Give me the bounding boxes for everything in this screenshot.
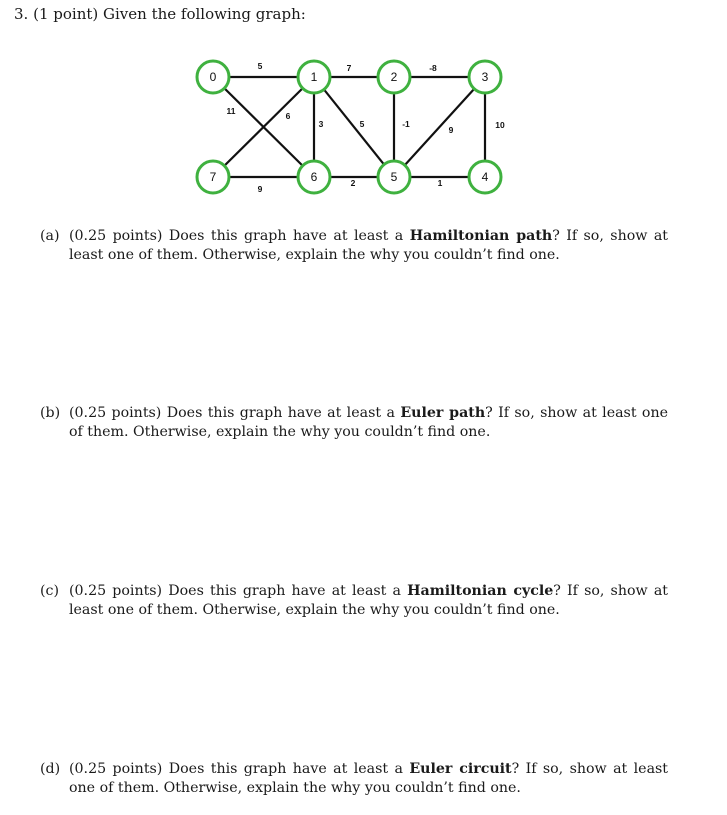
node-label: 6 [310, 170, 318, 184]
graph-node-1 [298, 61, 330, 93]
question-text-after: ? If so, show at least one of them. Otherwise, explain the why you couldn’t find one. [69, 228, 668, 263]
edge-weight-0-1: 5 [257, 61, 263, 71]
question-a [40, 227, 668, 265]
question-term: Euler circuit [409, 761, 512, 777]
question-text-after: ? If so, show at least one of them. Otherwise, explain the why you couldn’t find one. [69, 405, 669, 440]
question-points: (0.25 points) [69, 228, 163, 244]
question-body [69, 760, 668, 798]
question-tag: (b) [40, 405, 61, 421]
node-label: 7 [209, 170, 217, 184]
edge-weight-6-5: 2 [350, 178, 356, 188]
edge-weight-2-3: -8 [429, 63, 437, 73]
edge-layer [213, 77, 485, 177]
edge-weight-1-5: 5 [359, 119, 365, 129]
edge-weight-2-5: -1 [402, 119, 410, 129]
question-d [40, 760, 668, 798]
node-label: 4 [481, 170, 489, 184]
question-points: (0.25 points) [69, 761, 163, 777]
edge-weight-7-1: 6 [285, 111, 291, 121]
question-text-before: Does this graph have at least a [168, 583, 401, 599]
weighted-graph [0, 0, 727, 215]
problem-prompt: Given the following graph: [103, 5, 306, 23]
node-label: 1 [310, 70, 318, 84]
question-points: (0.25 points) [69, 405, 162, 421]
edge-weight-5-4: 1 [437, 178, 443, 188]
node-label: 5 [390, 170, 398, 184]
question-text-before: Does this graph have at least a [168, 761, 403, 777]
question-c [40, 582, 668, 620]
edge-weight-3-4: 10 [495, 120, 505, 130]
problem-number: 3. [14, 5, 29, 23]
edge-weight-layer [227, 61, 505, 194]
question-term: Hamiltonian cycle [407, 583, 554, 599]
question-tag: (d) [40, 761, 61, 777]
question-text-before: Does this graph have at least a [166, 405, 395, 421]
edge-weight-3-5: 9 [448, 125, 454, 135]
graph-node-2 [378, 61, 410, 93]
graph-node-6 [298, 161, 330, 193]
node-layer [197, 61, 501, 193]
graph-node-5 [378, 161, 410, 193]
edge-weight-0-6: 11 [226, 106, 236, 116]
question-points: (0.25 points) [69, 583, 163, 599]
edge-1-5 [314, 77, 394, 177]
node-label: 0 [209, 70, 217, 84]
question-tag: (a) [40, 228, 60, 244]
node-label: 3 [481, 70, 489, 84]
node-label: 2 [390, 70, 398, 84]
question-body [69, 582, 668, 620]
question-text-after: ? If so, show at least one of them. Otherwise, explain the why you couldn’t find one. [69, 583, 668, 618]
question-body [69, 227, 668, 265]
edge-weight-1-6: 3 [318, 119, 324, 129]
graph-node-0 [197, 61, 229, 93]
graph-node-4 [469, 161, 501, 193]
question-term: Hamiltonian path [409, 228, 553, 244]
question-text-after: ? If so, show at least one of them. Otherwise, explain the why you couldn’t find one. [69, 761, 669, 796]
question-body [69, 404, 668, 442]
problem-points: (1 point) [33, 5, 99, 23]
question-term: Euler path [400, 405, 486, 421]
question-b [40, 404, 668, 442]
question-tag: (c) [40, 583, 60, 599]
question-text-before: Does this graph have at least a [168, 228, 404, 244]
graph-node-7 [197, 161, 229, 193]
edge-weight-1-2: 7 [346, 63, 352, 73]
edge-weight-7-6: 9 [257, 184, 263, 194]
graph-node-3 [469, 61, 501, 93]
